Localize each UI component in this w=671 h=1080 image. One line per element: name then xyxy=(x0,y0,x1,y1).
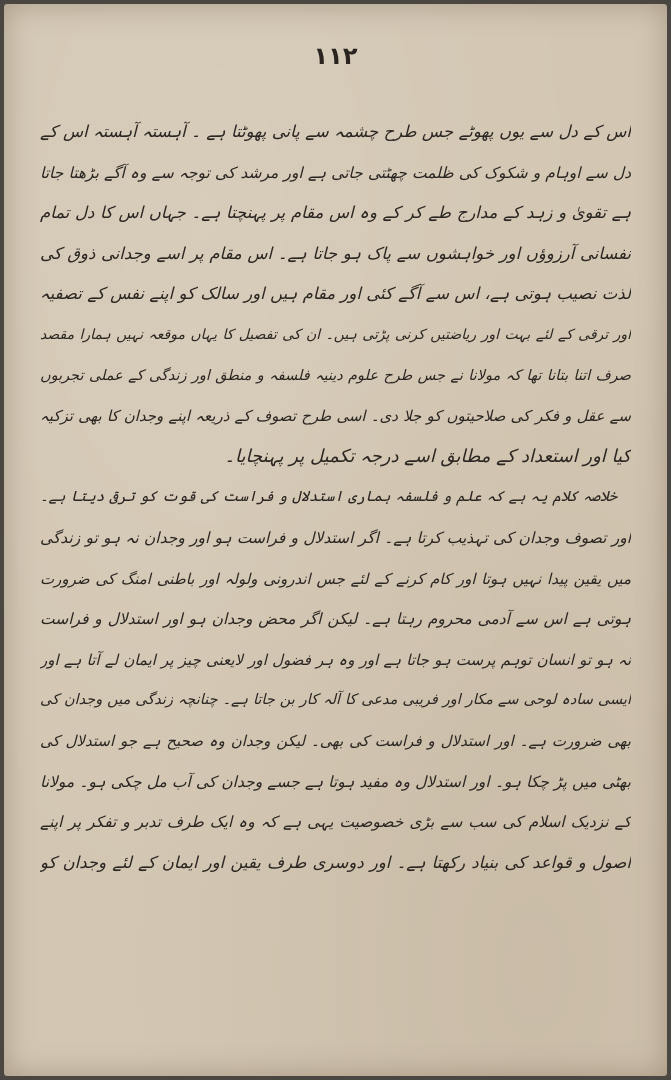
text-line: صرف اتنا بتانا تھا کہ مولانا نے جس طرح علوم دینیہ فلسفہ و منطق اور زندگی کے عملی تجربوں xyxy=(40,367,631,384)
text-line: اصول و قواعد کی بنیاد رکھتا ہے۔ اور دوسری طرف یقین اور ایمان کے لئے وجدان کو xyxy=(40,852,631,872)
text-line: دل سے اوہام و شکوک کی ظلمت چھٹتی جاتی ہے اور مرشد کی توجہ سے وہ آگے بڑھتا جاتا xyxy=(40,163,631,182)
text-line: اس کے دل سے یوں پھوٹے جس طرح چشمہ سے پانی پھوٹتا ہے ۔ آہستہ آہستہ اس کے xyxy=(40,122,631,141)
text-line: اور ترقی کے لئے بہت اور ریاضتیں کرنی پڑتی ہیں۔ ان کی تفصیل کا یہاں موقعہ نہیں ہمارا مقصد xyxy=(40,326,631,343)
text-line: بھی ضرورت ہے۔ اور استدلال و فراست کی بھی۔ لیکن وجدان وہ صحیح ہے جو استدلال کی xyxy=(40,731,631,750)
page-number: ۱۱۲ xyxy=(313,42,358,70)
text-line: بھٹی میں پڑ چکا ہو۔ اور استدلال وہ مفید ہوتا ہے جسے وجدان کی آب مل چکی ہو۔ مولانا xyxy=(40,772,631,791)
text-line: کے نزدیک اسلام کی سب سے بڑی خصوصیت یہی ہے کہ وہ ایک طرف تدبر و تفکر پر اپنے xyxy=(40,813,631,832)
text-line: نفسانی آرزوؤں اور خواہشوں سے پاک ہو جاتا ہے۔ اس مقام پر اسے وجدانی ذوق کی xyxy=(40,243,631,263)
text-line: میں یقین پیدا نہیں ہوتا اور کام کرنے کے لئے جس اندرونی ولولہ اور باطنی امنگ کی ضرورت xyxy=(40,569,631,588)
page-text xyxy=(40,112,631,883)
text-line: خلاصہ کلام یہ ہے کہ علم و فلسفہ ہماری استدلال و فراست کی قوت کو ترقی دیتا ہے۔ xyxy=(40,489,617,506)
text-line: ایسی سادہ لوحی سے مکار اور فریبی مدعی کا آلہ کار بن جاتا ہے۔ چنانچہ زندگی میں وجدان کی xyxy=(40,692,631,709)
text-line: کیا اور استعداد کے مطابق اسے درجہ تکمیل پر پہنچایا۔ xyxy=(224,445,631,467)
text-line: ہے تقویٰ و زہد کے مدارج طے کر کے وہ اس مقام پر پہنچتا ہے۔ جہاں اس کا دل تمام xyxy=(40,203,631,223)
text-line: نہ ہو تو انسان توہم پرست ہو جاتا ہے اور وہ ہر فضول اور لایعنی چیز پر ایمان لے آتا ہے اور xyxy=(40,650,631,669)
book-page xyxy=(4,4,667,1076)
text-line: اور تصوف وجدان کی تہذیب کرتا ہے۔ اگر استدلال و فراست ہو اور وجدان نہ ہو تو زندگی xyxy=(40,528,631,547)
text-line: لذت نصیب ہوتی ہے، اس سے آگے کئی اور مقام ہیں اور سالک کو اپنے نفس کے تصفیہ xyxy=(40,284,631,304)
text-line: سے عقل و فکر کی صلاحیتوں کو جلا دی۔ اسی طرح تصوف کے ذریعہ اپنے وجدان کا بھی تزکیہ xyxy=(40,407,631,426)
text-line: ہوتی ہے اس سے آدمی محروم رہتا ہے۔ لیکن اگر محض وجدان ہو اور استدلال و فراست xyxy=(40,610,631,629)
